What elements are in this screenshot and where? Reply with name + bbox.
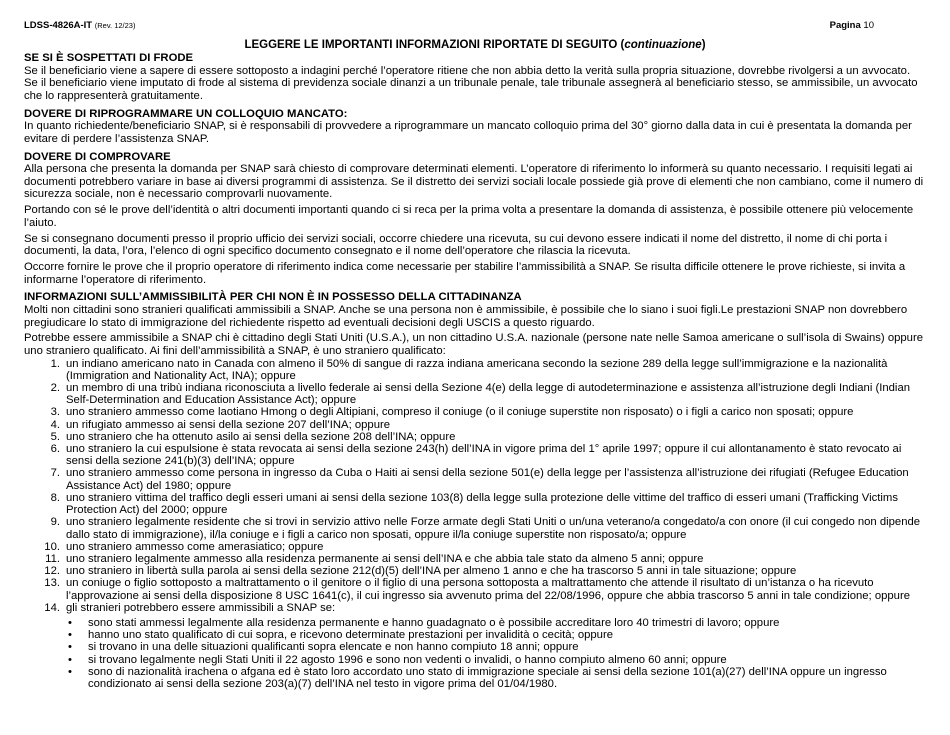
list-item: 5. uno straniero che ha ottenuto asilo ai sensi della sezione 208 dell’INA; oppure xyxy=(50,430,456,443)
list-item: 1. un indiano americano nato in Canada con almeno il 50% di sangue di razza indiana americana secondo la sezione 289 della legge sull’immigrazione e la nazionalità (Immigration and Nationality Act, INA); oppure xyxy=(50,357,888,382)
list-item: 2. un membro di una tribù indiana riconosciuta a livello federale ai sensi della Sezione 4(e) della legge di autodeterminazione e assistenza all’istruzione degli Indiani (Indian Self-Determination and Education Assistance Act); oppure xyxy=(50,382,911,407)
section-heading: DOVERE DI RIPROGRAMMARE UN COLLOQUIO MANCATO: xyxy=(24,107,348,120)
bullet-item: • hanno uno stato qualificato di cui sopra, e ricevono determinate prestazioni per invalidità o cecità; oppure xyxy=(68,629,613,642)
list-item: 9. uno straniero legalmente residente che si trovi in servizio attivo nelle Forze armate degli Stati Uniti o un/una veterano/a congedato/a con onore (il cui congedo non dipende dallo stato di immigrazione), il/la coniuge e i figli a carico non sposati, oppure il/la coniuge superstite non risposato/a; oppure xyxy=(50,516,921,541)
section-fraud xyxy=(24,52,926,103)
bullet-icon: • xyxy=(68,653,72,666)
bullet-icon: • xyxy=(68,641,72,654)
list-item: 10. uno straniero ammesso come amerasiatico; oppure xyxy=(44,540,324,553)
form-id: LDSS-4826A-IT (Rev. 12/23) xyxy=(24,20,136,31)
list-item: 4. un rifugiato ammesso ai sensi della sezione 207 dell’INA; oppure xyxy=(50,418,391,431)
bullet-item: • si trovano in una delle situazioni qualificanti sopra elencate e non hanno compiuto 18 anni; oppure xyxy=(68,641,579,654)
page-number: Pagina 10 xyxy=(829,20,874,31)
bullet-item: • sono stati ammessi legalmente alla residenza permanente e hanno guadagnato o è possibile accreditare loro 40 trimestri di lavoro; oppure xyxy=(68,616,780,629)
paragraph: In quanto richiedente/beneficiario SNAP, si è responsabili di provvedere a riprogrammare un mancato colloquio prima del 30° giorno dalla data in cui è presentata la domanda per evitare di perdere l’assistenza SNAP. xyxy=(24,120,912,145)
bullet-icon: • xyxy=(68,629,72,642)
bullet-item: • si trovano legalmente negli Stati Uniti il 22 agosto 1996 e sono non vedenti o invalidi, o hanno compiuto almeno 60 anni; oppure xyxy=(68,653,727,666)
paragraph: Alla persona che presenta la domanda per SNAP sarà chiesto di comprovare determinati elementi. L’operatore di riferimento lo informerà su quanto necessario. I requisiti legati ai documenti potrebbero variare in base ai diversi programmi di assistenza. Se il distretto dei servizi sociali locale possiede già prove di elementi che non cambiano, come il numero di sicurezza sociale, non è necessario comprovarli nuovamente. xyxy=(24,163,924,201)
section-heading: INFORMAZIONI SULL’AMMISSIBILITÀ PER CHI NON È IN POSSESSO DELLA CITTADINANZA xyxy=(24,291,522,304)
conditions-bullet-list xyxy=(24,617,926,690)
paragraph: Se il beneficiario viene a sapere di essere sottoposto a indagini perché l’operatore ritiene che non abbia detto la verità sulla propria situazione, dovrebbe rivolgersi a un avvocato. xyxy=(24,64,911,77)
section-verification xyxy=(24,151,926,287)
list-item: 6. uno straniero la cui espulsione è stata revocata ai sensi della sezione 243(h) dell’INA in vigore prima del 1° aprile 1997; oppure il cui allontanamento è stato revocato ai sensi della sezione 241(b)(3) dell’INA; oppure xyxy=(50,443,902,468)
section-heading: SE SI È SOSPETTATI DI FRODE xyxy=(24,52,194,64)
paragraph: Se il beneficiario viene imputato di frode al sistema di previdenza sociale dinanzi a un tribunale penale, tale tribunale assegnerà al beneficiario stesso, se ammissibile, un avvocato che lo rappresenterà gratuitamente. xyxy=(24,77,918,102)
section-non-citizen-eligibility xyxy=(24,291,926,690)
paragraph: Molti non cittadini sono stranieri qualificati ammissibili a SNAP. Anche se una persona non è ammissibile, è possibile che lo siano i suoi figli.Le prestazioni SNAP non dovrebbero pregiudicare lo stato di immigrazione del richiedente rispetto ad eventuali decisioni degli USCIS a questo riguardo. xyxy=(24,303,908,329)
page-title: LEGGERE LE IMPORTANTI INFORMAZIONI RIPORTATE DI SEGUITO (continuazione) xyxy=(244,39,706,51)
qualified-alien-list xyxy=(24,358,926,614)
paragraph: Occorre fornire le prove che il proprio operatore di riferimento indica come necessarie per stabilire l’ammissibilità a SNAP. Se risulta difficile ottenere le prove richieste, si invita a informarne l’operatore di riferimento. xyxy=(24,260,906,286)
page-header xyxy=(24,20,926,34)
list-item: 8. uno straniero vittima del traffico degli esseri umani ai sensi della sezione 103(8) della legge sulla protezione delle vittime del traffico di esseri umani (Trafficking Victims Protection Act) del 2000; oppure xyxy=(50,491,898,517)
list-item: 12. uno straniero in libertà sulla parola ai sensi della sezione 212(d)(5) dell’INA per almeno 1 anno e che ha trascorso 5 anni in tale situazione; oppure xyxy=(44,565,797,578)
paragraph: Portando con sé le prove dell’identità o altri documenti importanti quando ci si reca per la prima volta a presentare la domanda di assistenza, è possibile ottenere più velocemente l’aiuto. xyxy=(24,204,914,229)
paragraph: Se si consegnano documenti presso il proprio ufficio dei servizi sociali, occorre chiedere una ricevuta, su cui devono essere indicati il nome del distretto, il nome di chi porta i documenti, la data, l’ora, l’elenco di ogni specifico documento consegnato e il nome dell’operatore che rilascia la ricevuta. xyxy=(24,232,888,258)
list-item: 13. un coniuge o figlio sottoposto a maltrattamento o il genitore o il figlio di una persona sottoposta a maltrattamento che attende il risultato di un’istanza o ha ricevuto l’approvazione ai sensi della disposizione 8 USC 1641(c), il cui ingresso sia avvenuto prima del 22/08/1996, oppure che abbia trascorso 5 anni in tale condizione; oppure xyxy=(44,577,911,602)
bullet-item: • sono di nazionalità irachena o afgana ed è stato loro accordato uno stato di immigrazione speciale ai sensi della sezione 101(a)(27) dell’INA oppure un ingresso condizionato ai sensi della sezione 203(a)(7) dell’INA nel testo in vigore prima del 01/04/1980. xyxy=(68,665,887,690)
list-item: 11. uno straniero legalmente ammesso alla residenza permanente ai sensi dell’INA e che abbia tale stato da almeno 5 anni; oppure xyxy=(45,552,704,565)
list-item: 14. gli stranieri potrebbero essere ammissibili a SNAP se: xyxy=(44,601,336,614)
bullet-icon: • xyxy=(68,616,72,629)
list-item: 7. uno straniero ammesso come persona in ingresso da Cuba o Haiti ai sensi della sezione 501(e) della legge per l’assistenza all’istruzione dei rifugiati (Refugee Education Assistance Act) del 1980; oppure xyxy=(50,467,909,492)
section-heading: DOVERE DI COMPROVARE xyxy=(24,150,171,163)
form-revision: (Rev. 12/23) xyxy=(94,21,136,30)
section-missed-interview xyxy=(24,108,926,146)
paragraph: Potrebbe essere ammissibile a SNAP chi è cittadino degli Stati Uniti (U.S.A.), un non cittadino U.S.A. nazionale (persone nate nelle Samoa americane o sull’isola di Swains) oppure uno straniero qualificato. Ai fini dell’ammissibilità a SNAP, è uno straniero qualificato: xyxy=(24,332,923,357)
bullet-icon: • xyxy=(68,665,72,678)
list-item: 3. uno straniero ammesso come laotiano Hmong o degli Altipiani, compreso il coniuge (o il coniuge superstite non risposato) o i figli a carico non sposati; oppure xyxy=(50,406,854,419)
